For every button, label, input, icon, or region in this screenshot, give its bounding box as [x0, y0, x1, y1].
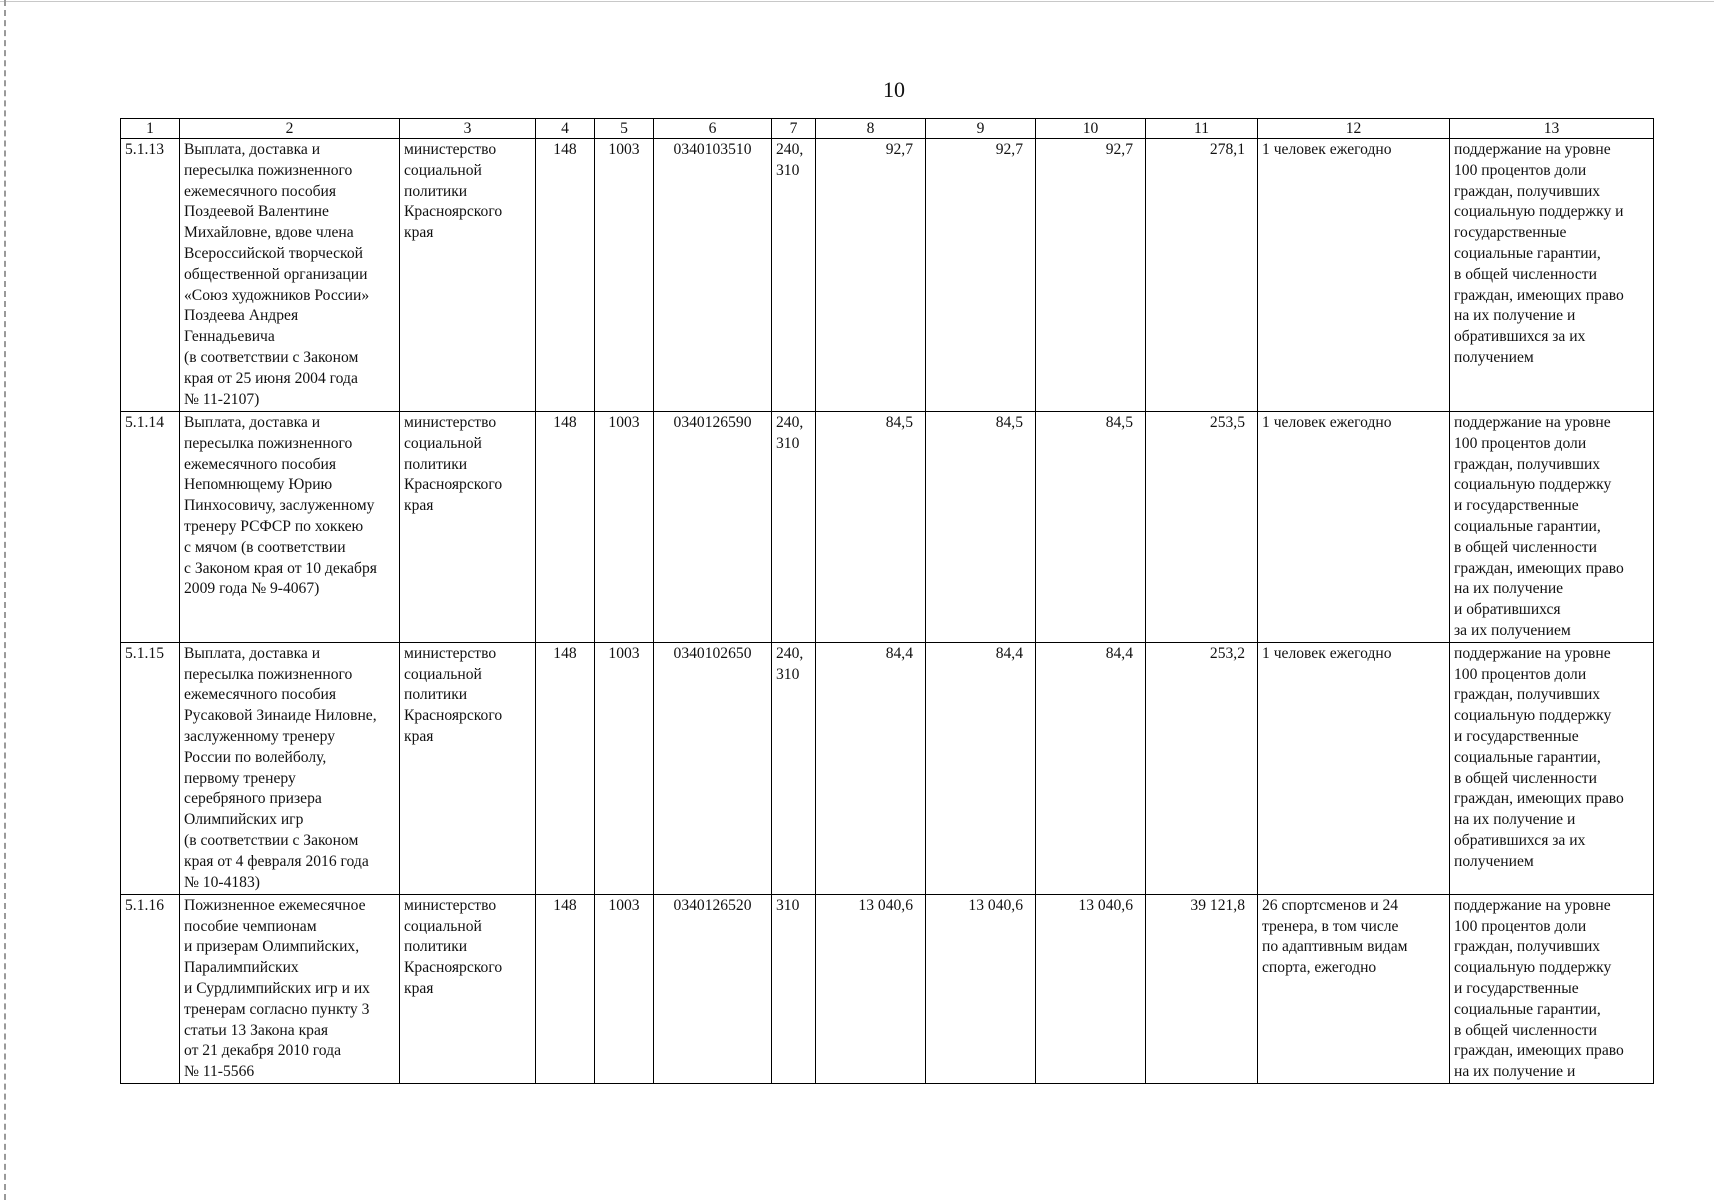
item-result: 1 человек ежегодно: [1258, 139, 1450, 412]
scan-top-edge: [0, 1, 1714, 2]
item-code-7: 310: [772, 894, 816, 1083]
item-value-11: 253,5: [1146, 412, 1258, 643]
item-code-4: 148: [536, 139, 595, 412]
item-value-10: 92,7: [1036, 139, 1146, 412]
item-responsible-body: министерство социальной политики Красноярского края: [400, 412, 536, 643]
item-value-11: 278,1: [1146, 139, 1258, 412]
table-row: [121, 139, 1654, 412]
page-number: 10: [883, 77, 905, 102]
item-code-6: 0340103510: [654, 139, 772, 412]
item-number: 5.1.13: [121, 139, 180, 412]
column-header: 10: [1036, 119, 1146, 139]
table-row: [121, 412, 1654, 643]
item-indicator: поддержание на уровне 100 процентов доли граждан, получивших социальную поддержку и государственные социальные гарантии, в общей численности граждан, имеющих право на их получение и: [1450, 894, 1654, 1083]
item-description: Выплата, доставка и пересылка пожизненного ежемесячного пособия Непомнющему Юрию Пинхосовичу, заслуженному тренеру РСФСР по хоккею с мячом (в соответствии с Законом края от 10 декабря 2009 года № 9-4067): [180, 412, 400, 643]
column-header: 2: [180, 119, 400, 139]
item-code-4: 148: [536, 894, 595, 1083]
item-value-8: 84,4: [816, 642, 926, 894]
item-indicator: поддержание на уровне 100 процентов доли граждан, получивших социальную поддержку и государственные социальные гарантии, в общей численности граждан, имеющих право на их получение и обратившихся за их получением: [1450, 412, 1654, 643]
column-header: 8: [816, 119, 926, 139]
item-code-4: 148: [536, 642, 595, 894]
item-result: 1 человек ежегодно: [1258, 412, 1450, 643]
item-code-6: 0340102650: [654, 642, 772, 894]
table-header-row: [121, 119, 1654, 139]
column-header: 1: [121, 119, 180, 139]
item-indicator: поддержание на уровне 100 процентов доли граждан, получивших социальную поддержку и государственные социальные гарантии, в общей численности граждан, имеющих право на их получение и обратившихся за их получением: [1450, 642, 1654, 894]
item-code-7: 240, 310: [772, 642, 816, 894]
item-code-4: 148: [536, 412, 595, 643]
item-value-8: 84,5: [816, 412, 926, 643]
column-header: 9: [926, 119, 1036, 139]
item-value-9: 13 040,6: [926, 894, 1036, 1083]
item-value-10: 13 040,6: [1036, 894, 1146, 1083]
item-code-6: 0340126520: [654, 894, 772, 1083]
item-value-9: 92,7: [926, 139, 1036, 412]
item-code-7: 240, 310: [772, 412, 816, 643]
column-header: 13: [1450, 119, 1654, 139]
item-value-9: 84,5: [926, 412, 1036, 643]
table-row: [121, 894, 1654, 1083]
item-number: 5.1.15: [121, 642, 180, 894]
item-code-5: 1003: [595, 642, 654, 894]
item-responsible-body: министерство социальной политики Красноярского края: [400, 139, 536, 412]
item-value-10: 84,5: [1036, 412, 1146, 643]
item-responsible-body: министерство социальной политики Красноярского края: [400, 894, 536, 1083]
column-header: 4: [536, 119, 595, 139]
item-value-10: 84,4: [1036, 642, 1146, 894]
item-code-5: 1003: [595, 139, 654, 412]
item-result: 1 человек ежегодно: [1258, 642, 1450, 894]
column-header: 12: [1258, 119, 1450, 139]
item-responsible-body: министерство социальной политики Красноярского края: [400, 642, 536, 894]
item-value-8: 92,7: [816, 139, 926, 412]
item-code-6: 0340126590: [654, 412, 772, 643]
item-description: Пожизненное ежемесячное пособие чемпионам и призерам Олимпийских, Паралимпийских и Сурдлимпийских игр и их тренерам согласно пункту 3 статьи 13 Закона края от 21 декабря 2010 года № 11-5566: [180, 894, 400, 1083]
item-value-9: 84,4: [926, 642, 1036, 894]
column-header: 6: [654, 119, 772, 139]
column-header: 3: [400, 119, 536, 139]
item-value-11: 39 121,8: [1146, 894, 1258, 1083]
budget-table: [120, 118, 1654, 1084]
table-row: [121, 642, 1654, 894]
item-value-11: 253,2: [1146, 642, 1258, 894]
item-code-5: 1003: [595, 412, 654, 643]
item-indicator: поддержание на уровне 100 процентов доли граждан, получивших социальную поддержку и государственные социальные гарантии, в общей численности граждан, имеющих право на их получение и обратившихся за их получением: [1450, 139, 1654, 412]
item-number: 5.1.16: [121, 894, 180, 1083]
item-value-8: 13 040,6: [816, 894, 926, 1083]
column-header: 11: [1146, 119, 1258, 139]
item-code-5: 1003: [595, 894, 654, 1083]
column-header: 5: [595, 119, 654, 139]
item-result: 26 спортсменов и 24 тренера, в том числе по адаптивным видам спорта, ежегодно: [1258, 894, 1450, 1083]
item-description: Выплата, доставка и пересылка пожизненного ежемесячного пособия Поздеевой Валентине Михайловне, вдове члена Всероссийской творческой общественной организации «Союз художников России» Поздеева Андрея Геннадьевича (в соответствии с Законом края от 25 июня 2004 года № 11-2107): [180, 139, 400, 412]
item-number: 5.1.14: [121, 412, 180, 643]
scan-left-edge: [4, 0, 6, 1200]
item-code-7: 240, 310: [772, 139, 816, 412]
column-header: 7: [772, 119, 816, 139]
item-description: Выплата, доставка и пересылка пожизненного ежемесячного пособия Русаковой Зинаиде Ниловне, заслуженному тренеру России по волейболу, первому тренеру серебряного призера Олимпийских игр (в соответствии с Законом края от 4 февраля 2016 года № 10-4183): [180, 642, 400, 894]
